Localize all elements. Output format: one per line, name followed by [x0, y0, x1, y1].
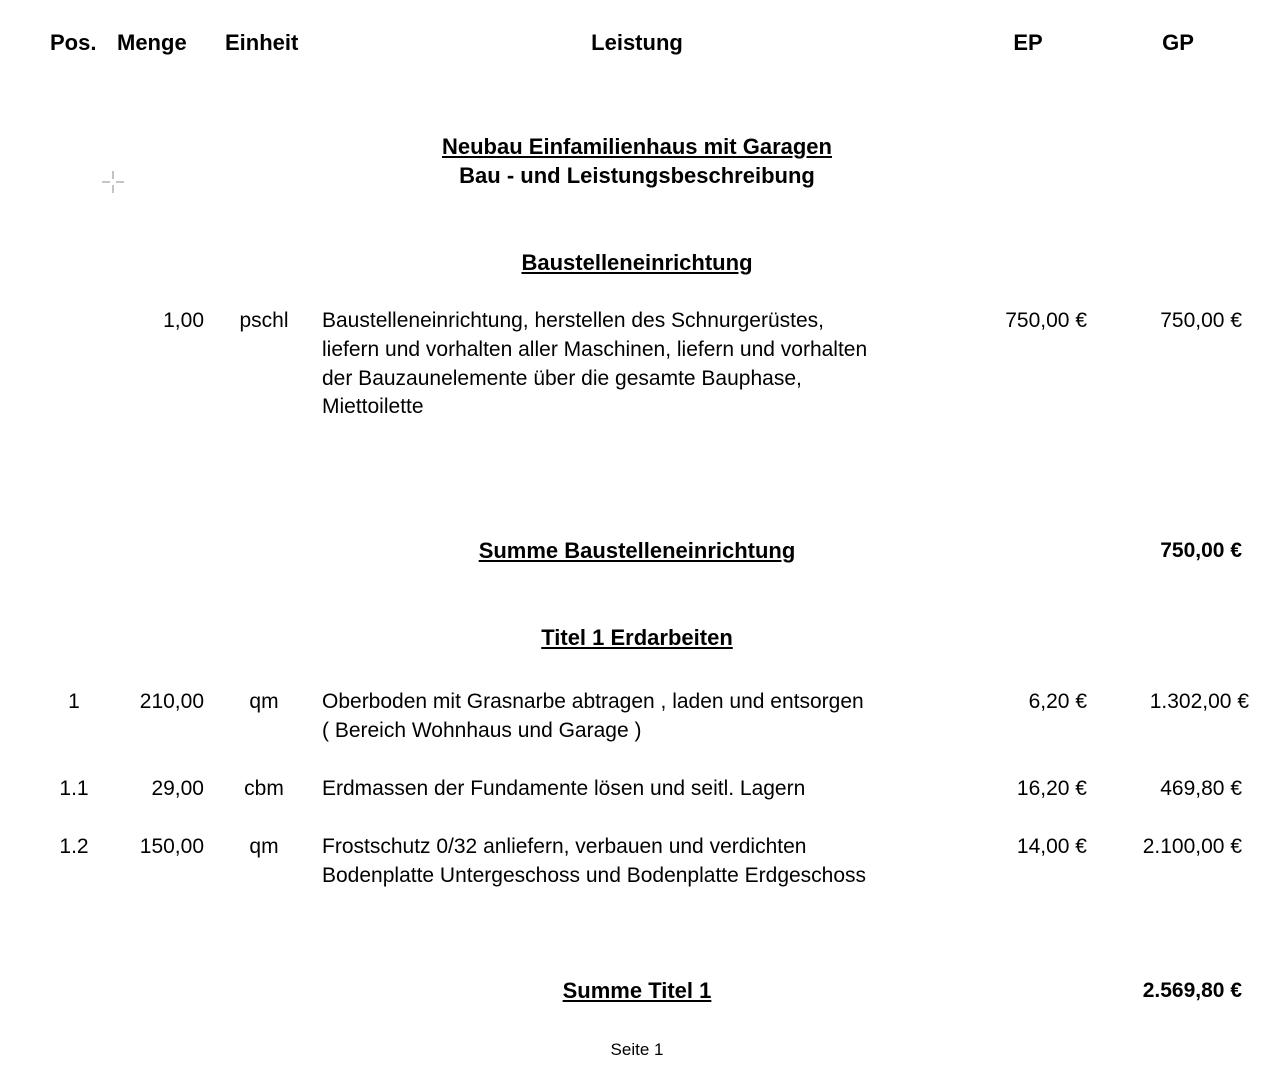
row-description-line: Oberboden mit Grasnarbe abtragen , laden und entsorgen [322, 690, 864, 713]
row-description-line: ( Bereich Wohnhaus und Garage ) [322, 718, 642, 742]
row-description-line: Miettoilette [322, 395, 424, 419]
row-einheit: pschl [239, 309, 289, 332]
row-ep: 750,00 € [1005, 309, 1087, 332]
section-sum-label: Summe Baustelleneinrichtung [478, 538, 796, 563]
row-pos: 1 [68, 690, 80, 713]
row-gp: 750,00 € [1160, 309, 1242, 332]
document-subtitle: Bau - und Leistungsbeschreibung [459, 163, 815, 188]
row-description-line: liefern und vorhalten aller Maschinen, liefern und vorhalten [322, 337, 868, 361]
row-einheit: qm [249, 690, 279, 713]
row-pos: 1.1 [59, 777, 89, 800]
row-gp: 469,80 € [1160, 777, 1242, 800]
section-sum-label: Summe Titel 1 [562, 978, 712, 1003]
row-menge: 210,00 [139, 690, 204, 713]
header-einheit: Einheit [225, 30, 299, 55]
row-description-line: Bodenplatte Untergeschoss und Bodenplatte Erdgeschoss [322, 863, 867, 887]
section-sum-value: 2.569,80 € [1142, 979, 1242, 1002]
row-gp: 2.100,00 € [1142, 835, 1242, 858]
header-gp: GP [1162, 30, 1194, 55]
header-menge: Menge [117, 30, 187, 55]
document-title: Neubau Einfamilienhaus mit Garagen [442, 134, 832, 159]
row-menge: 1,00 [163, 309, 204, 332]
row-description-line: Erdmassen der Fundamente lösen und seitl. Lagern [322, 777, 806, 800]
row-pos: 1.2 [59, 835, 89, 858]
header-leistung: Leistung [591, 30, 683, 55]
row-menge: 29,00 [151, 777, 204, 800]
header-ep: EP [1013, 30, 1043, 55]
section-heading-baustelleneinrichtung: Baustelleneinrichtung [521, 250, 753, 275]
header-pos: Pos. [50, 30, 97, 55]
row-menge: 150,00 [139, 835, 204, 858]
row-ep: 6,20 € [1028, 690, 1087, 713]
crosshair-cursor-icon [102, 171, 124, 193]
row-description-line: Frostschutz 0/32 anliefern, verbauen und verdichten [322, 835, 807, 858]
page-number: Seite 1 [610, 1040, 664, 1059]
row-ep: 14,00 € [1016, 835, 1087, 858]
row-description-line: der Bauzaunelemente über die gesamte Bauphase, [322, 366, 802, 390]
row-gp: 1.302,00 € [1149, 690, 1249, 713]
row-einheit: cbm [244, 777, 284, 800]
section-sum-value: 750,00 € [1160, 539, 1242, 562]
row-description-line: Baustelleneinrichtung, herstellen des Schnurgerüstes, [322, 309, 824, 332]
row-einheit: qm [249, 835, 279, 858]
section-heading-erdarbeiten: Titel 1 Erdarbeiten [541, 625, 733, 650]
row-ep: 16,20 € [1016, 777, 1087, 800]
